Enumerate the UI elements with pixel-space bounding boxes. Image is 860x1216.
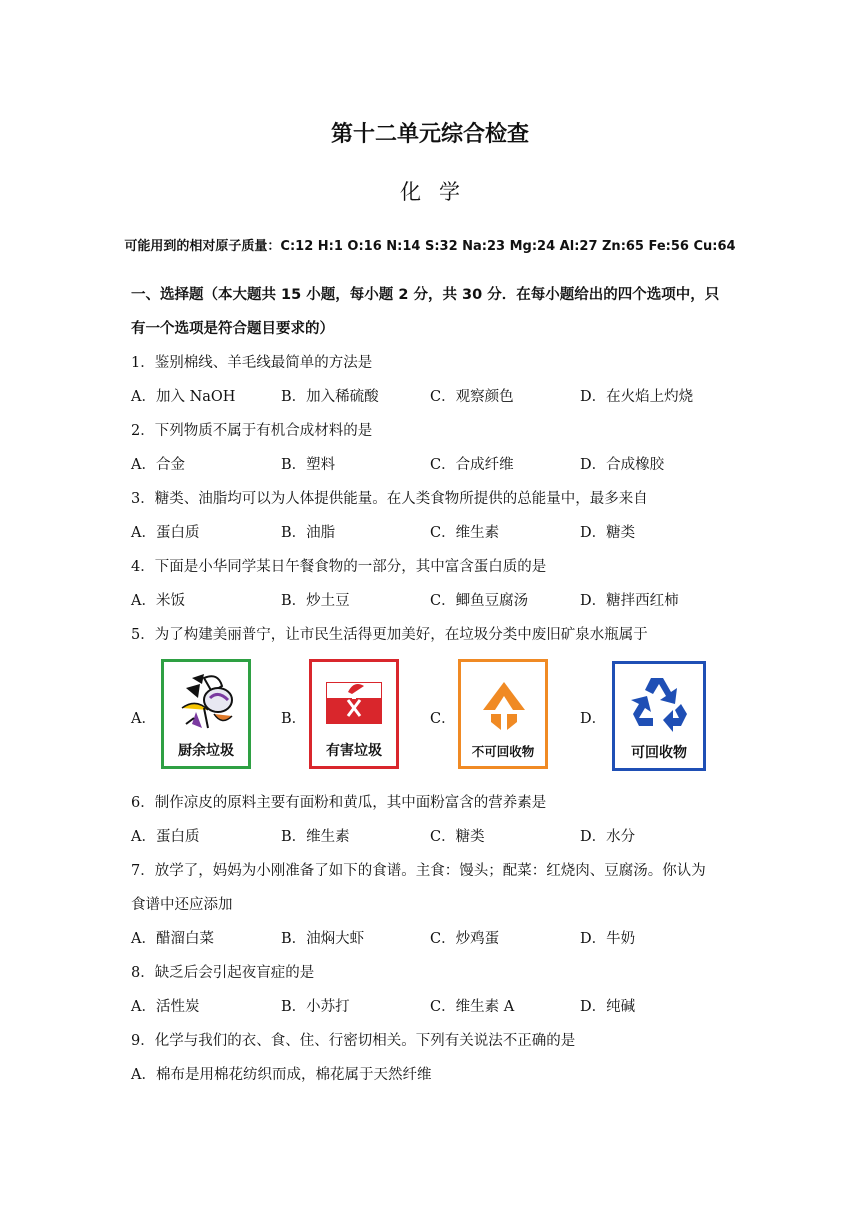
- option-a: A．蛋白质: [131, 525, 200, 541]
- question-stem: 8．缺乏后会引起夜盲症的是: [131, 965, 315, 981]
- option-b: B．油焖大虾: [281, 931, 365, 947]
- bin-label: 可回收物: [631, 745, 687, 761]
- option-d: D．水分: [580, 829, 636, 845]
- option-a: A．: [131, 711, 156, 727]
- option-d: D．: [580, 711, 607, 727]
- option-b: B．油脂: [281, 525, 336, 541]
- option-a: A．蛋白质: [131, 829, 200, 845]
- option-d: D．纯碱: [580, 999, 636, 1015]
- option-c: C．观察颜色: [430, 389, 514, 405]
- option-a: A．活性炭: [131, 999, 200, 1015]
- option-c: C．: [430, 711, 456, 727]
- option-c: C．维生素 A: [430, 999, 515, 1015]
- question-stem: 7．放学了，妈妈为小刚准备了如下的食谱。主食：馒头；配菜：红烧肉、豆腐汤。你认为: [131, 863, 706, 879]
- question-stem: 4．下面是小华同学某日午餐食物的一部分，其中富含蛋白质的是: [131, 559, 547, 575]
- option-a: A．醋溜白菜: [131, 931, 214, 947]
- non-recyclable-icon: [477, 680, 531, 732]
- bin-kitchen-waste: [161, 659, 251, 769]
- section-heading: 一、选择题（本大题共 15 小题，每小题 2 分，共 30 分．在每小题给出的四个选项中，只: [131, 287, 720, 303]
- option-d: D．在火焰上灼烧: [580, 389, 694, 405]
- option-d: D．糖拌西红柿: [580, 593, 679, 609]
- option-d: D．牛奶: [580, 931, 636, 947]
- bin-hazardous-waste: [309, 659, 399, 769]
- page-title: 第十二单元综合检查: [330, 122, 529, 147]
- question-stem: 1．鉴别棉线、羊毛线最简单的方法是: [131, 355, 373, 371]
- option-d: D．糖类: [580, 525, 636, 541]
- bin-label: 不可回收物: [471, 744, 535, 759]
- option-b: B．维生素: [281, 829, 350, 845]
- option-b: B．: [281, 711, 307, 727]
- option-b: B．炒土豆: [281, 593, 350, 609]
- question-stem: 2．下列物质不属于有机合成材料的是: [131, 423, 373, 439]
- question-stem: 6．制作凉皮的原料主要有面粉和黄瓜，其中面粉富含的营养素是: [131, 795, 547, 811]
- option-d: D．合成橡胶: [580, 457, 665, 473]
- question-stem: 9．化学与我们的衣、食、住、行密切相关。下列有关说法不正确的是: [131, 1033, 576, 1049]
- option-a: A．加入 NaOH: [131, 389, 236, 405]
- option-c: C．鲫鱼豆腐汤: [430, 593, 529, 609]
- atomic-masses: 可能用到的相对原子质量：C:12 H:1 O:16 N:14 S:32 Na:23 Mg:24 Al:27 Zn:65 Fe:56 Cu:64: [124, 239, 736, 254]
- option-c: C．糖类: [430, 829, 485, 845]
- option-a: A．米饭: [131, 593, 185, 609]
- hazardous-waste-icon: [326, 682, 382, 724]
- option-c: C．炒鸡蛋: [430, 931, 500, 947]
- option-b: B．加入稀硫酸: [281, 389, 379, 405]
- subject-title: 化学: [400, 180, 478, 204]
- question-stem: 3．糖类、油脂均可以为人体提供能量。在人类食物所提供的总能量中，最多来自: [131, 491, 648, 507]
- option-c: C．维生素: [430, 525, 500, 541]
- kitchen-waste-icon: [174, 668, 240, 738]
- section-heading-continued: 有一个选项是符合题目要求的）: [131, 321, 334, 337]
- recyclable-icon: [629, 674, 691, 732]
- option-b: B．小苏打: [281, 999, 350, 1015]
- bin-recyclable: [612, 661, 706, 771]
- question-stem-continued: 食谱中还应添加: [131, 897, 233, 913]
- option-a: A．棉布是用棉花纺织而成，棉花属于天然纤维: [131, 1067, 432, 1083]
- option-b: B．塑料: [281, 457, 336, 473]
- option-c: C．合成纤维: [430, 457, 514, 473]
- bin-label: 有害垃圾: [326, 743, 382, 759]
- bin-label: 厨余垃圾: [178, 743, 234, 759]
- question-stem: 5．为了构建美丽普宁，让市民生活得更加美好，在垃圾分类中废旧矿泉水瓶属于: [131, 627, 648, 643]
- option-a: A．合金: [131, 457, 185, 473]
- bin-non-recyclable: [458, 659, 548, 769]
